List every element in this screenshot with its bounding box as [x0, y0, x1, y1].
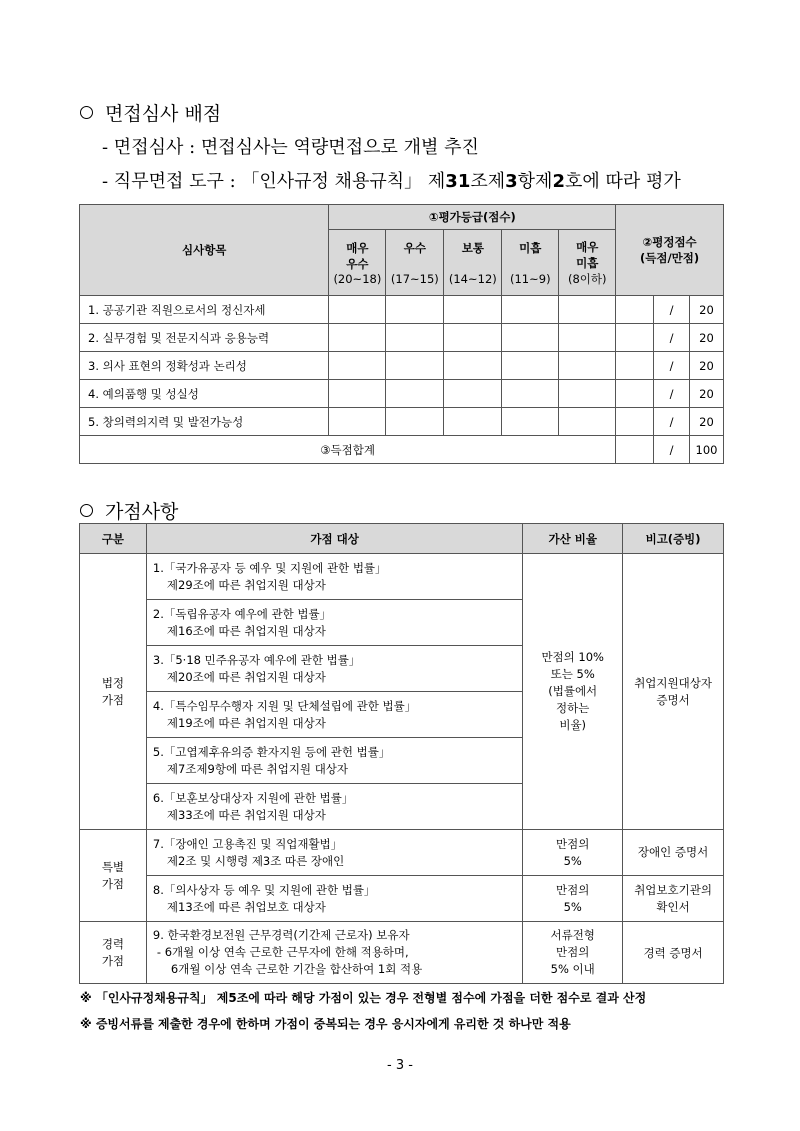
category-special: 특별 가점: [80, 830, 147, 922]
ratio-legal: 만점의 10% 또는 5% (법률에서 정하는 비율): [523, 554, 623, 830]
note-1: ※ 「인사규정채용규칙」 제5조에 따라 해당 가점이 있는 경우 전형별 점수에 가점을 더한 점수로 결과 산정: [80, 991, 647, 1005]
proof-legal: 취업지원대상자 증명서: [623, 554, 724, 830]
table-row: 2.「독립유공자 예우에 관한 법률」 제16조에 따른 취업지원 대상자: [80, 600, 724, 646]
page-number: - 3 -: [387, 1058, 413, 1073]
bullet-interview-tool: - 직무면접 도구 : 「인사규정 채용규칙」 제31조제3항제2호에 따라 평가: [102, 171, 681, 192]
table-row: 1. 공공기관 직원으로서의 정신자세 / 20: [80, 296, 724, 324]
table-row: 8.「의사상자 등 예우 및 지원에 관한 법률」 제13조에 따른 취업보호 대상자 만점의 5% 취업보호기관의 확인서: [80, 876, 724, 922]
category-career: 경력 가점: [80, 922, 147, 984]
grade-header: 매우 미흡 (8이하): [559, 230, 616, 296]
header-target: 가점 대상: [146, 524, 522, 554]
header-ratio: 가산 비율: [523, 524, 623, 554]
category-legal: 법정 가점: [80, 554, 147, 830]
grade-header: 우수 (17~15): [386, 230, 444, 296]
section-heading-bonus: 가점사항: [80, 497, 178, 524]
bullet-interview-method: - 면접심사 : 면접심사는 역량면접으로 개별 추진: [102, 137, 479, 158]
header-category: 구분: [80, 524, 147, 554]
table-row: 4. 예의품행 및 성실성 / 20: [80, 380, 724, 408]
interview-score-table: [79, 204, 724, 464]
table-row: 5. 창의력의지력 및 발전가능성 / 20: [80, 408, 724, 436]
table-row: 2. 실무경험 및 전문지식과 응용능력 / 20: [80, 324, 724, 352]
header-item: 심사항목: [80, 205, 329, 296]
grade-header: 매우 우수 (20~18): [329, 230, 386, 296]
table-row: 3. 의사 표현의 정확성과 논리성 / 20: [80, 352, 724, 380]
header-score: ②평정점수 (득점/만점): [616, 205, 724, 296]
header-proof: 비고(증빙): [623, 524, 724, 554]
grade-header: 미흡 (11~9): [502, 230, 559, 296]
total-row: ③득점합계 / 100: [80, 436, 724, 464]
table-row: 6.「보훈보상대상자 지원에 관한 법률」 제33조에 따른 취업지원 대상자: [80, 784, 724, 830]
circle-bullet-icon: [80, 504, 93, 517]
header-grade: ①평가등급(점수): [329, 205, 616, 230]
section-heading-interview: 면접심사 배점: [80, 99, 221, 126]
bonus-points-table: [79, 523, 724, 984]
note-2: ※ 증빙서류를 제출한 경우에 한하며 가점이 중복되는 경우 응시자에게 유리한 것 하나만 적용: [80, 1017, 571, 1031]
table-row: 법정 가점 1.「국가유공자 등 예우 및 지원에 관한 법률」 제29조에 따른 취업지원 대상자 만점의 10% 또는 5% (법률에서 정하는 비율) 취업지원대상자 증명서: [80, 554, 724, 600]
grade-header: 보통 (14~12): [444, 230, 502, 296]
table-row: 특별 가점 7.「장애인 고용촉진 및 직업재활법」 제2조 및 시행령 제3조 따른 장애인 만점의 5% 장애인 증명서: [80, 830, 724, 876]
table-row: 5.「고엽제후유의증 환자지원 등에 관헌 법률」 제7조제9항에 따른 취업지원 대상자: [80, 738, 724, 784]
table-row: 경력 가점 9. 한국환경보전원 근무경력(기간제 근로자) 보유자 - 6개월 이상 연속 근로한 근무자에 한해 적용하며, 6개월 이상 연속 근로한 기간을 합산하여 1회 적용 서류전형 만점의 5% 이내 경력 증명서: [80, 922, 724, 984]
table-row: 3.「5·18 민주유공자 예우에 관한 법률」 제20조에 따른 취업지원 대상자: [80, 646, 724, 692]
circle-bullet-icon: [80, 106, 93, 119]
table-row: 4.「특수임무수행자 지원 및 단체설립에 관한 법률」 제19조에 따른 취업지원 대상자: [80, 692, 724, 738]
